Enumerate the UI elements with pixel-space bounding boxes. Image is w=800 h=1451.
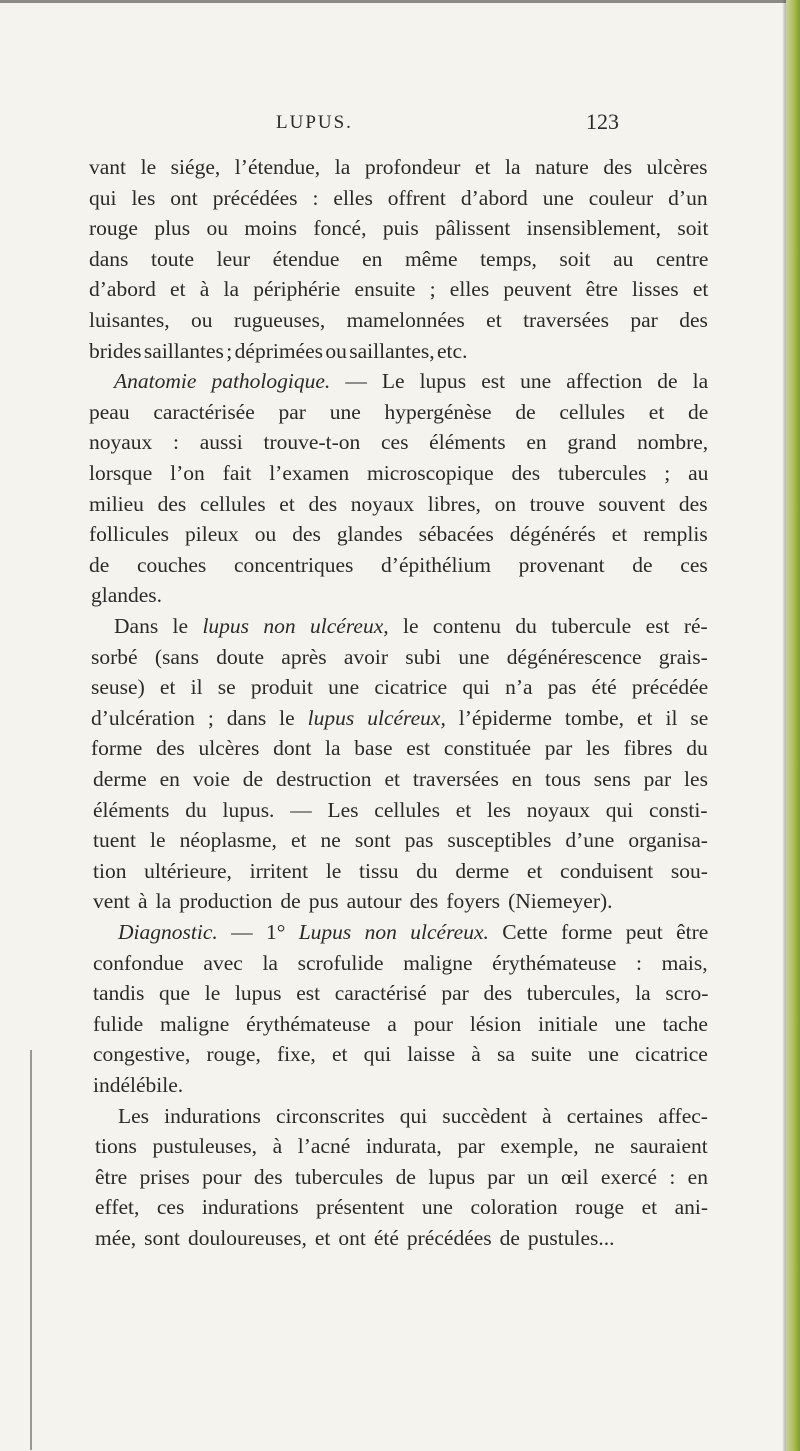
text-segment: dans toute leur étendue en même temps, soit au centre <box>89 246 709 271</box>
text-segment: fulide maligne érythémateuse a pour lésion initiale une tache <box>93 1011 708 1036</box>
text-line <box>93 764 708 794</box>
text-segment: brides saillantes ; déprimées ou saillantes, etc. <box>89 338 468 363</box>
page-header <box>0 109 800 142</box>
page-top-edge <box>0 0 790 3</box>
text-segment: tandis que le lupus est caractérisé par des tubercules, la scro- <box>93 981 709 1006</box>
text-segment: Les indurations circonscrites qui succèdent à certaines affec- <box>118 1103 708 1128</box>
text-segment: Cette forme peut être <box>488 920 709 944</box>
text-segment: éléments du lupus. — Les cellules et les noyaux qui consti- <box>93 797 708 822</box>
text-segment: sorbé (sans doute après avoir subi une dégénérescence grais- <box>91 644 708 669</box>
text-line <box>114 611 708 641</box>
text-line <box>89 489 708 519</box>
text-segment: tions pustuleuses, à l’acné indurata, par exemple, ne sauraient <box>95 1134 708 1159</box>
text-line <box>91 703 708 733</box>
text-line <box>95 1162 708 1192</box>
text-segment: peau caractérisée par une hypergénèse de cellules et de <box>89 399 709 424</box>
text-segment: le contenu du tubercule est ré- <box>388 614 708 638</box>
text-segment: de couches concentriques d’épithélium provenant de ces <box>89 552 708 577</box>
text-line <box>93 948 708 978</box>
text-line <box>95 1131 708 1161</box>
text-segment: effet, ces indurations présentent une coloration rouge et ani- <box>95 1195 709 1220</box>
text-segment: luisantes, ou rugueuses, mamelonnées et traversées par des <box>89 308 708 332</box>
text-line <box>118 1101 708 1131</box>
text-line <box>89 519 708 549</box>
text-line <box>91 580 162 610</box>
text-line <box>93 1009 708 1039</box>
text-segment: follicules pileux ou des glandes sébacées dégénérés et remplis <box>89 522 708 547</box>
text-segment: qui les ont précédées : elles offrent d’abord une couleur d’un <box>89 185 708 210</box>
text-segment: rouge plus ou moins foncé, puis pâlissent insensiblement, soit <box>89 216 709 241</box>
italic-text: Lupus non ulcéreux. <box>298 920 489 944</box>
page-number: 123 <box>586 109 619 134</box>
text-segment: vent à la production de pus autour des foyers (Niemeyer). <box>93 889 613 914</box>
text-line <box>95 1223 615 1253</box>
text-line <box>93 795 708 825</box>
text-segment: — 1° <box>217 920 299 944</box>
text-segment: être prises pour des tubercules de lupus par un œil exercé : en <box>95 1164 708 1189</box>
text-line <box>89 244 708 274</box>
text-segment: d’ulcération ; dans le <box>91 705 308 730</box>
text-segment: indélébile. <box>93 1073 184 1097</box>
text-line <box>89 305 708 335</box>
margin-mark <box>30 1050 32 1450</box>
italic-text: Anatomie pathologique. <box>114 369 331 394</box>
text-segment: confondue avec la scrofulide maligne érythémateuse : mais, <box>93 950 708 975</box>
text-line <box>91 672 708 702</box>
text-segment: mée, sont douloureuses, et ont été précédées de pustules... <box>95 1226 615 1250</box>
book-spine-edge <box>786 0 800 1451</box>
italic-text: Diagnostic. <box>118 920 218 944</box>
text-segment: tion ultérieure, irritent le tissu du derme et conduisent sou- <box>93 858 708 883</box>
text-line <box>89 274 708 304</box>
text-line <box>91 642 708 672</box>
text-line <box>89 458 708 488</box>
text-segment: lorsque l’on fait l’examen microscopique des tubercules ; au <box>89 461 709 485</box>
text-segment: vant le siége, l’étendue, la profondeur et la nature des ulcères <box>89 155 708 179</box>
text-line <box>89 427 708 457</box>
text-line <box>93 886 613 916</box>
text-segment: — Le lupus est une affection de la <box>330 369 709 394</box>
text-line <box>89 397 708 427</box>
text-segment: l’épiderme tombe, et il se <box>445 705 709 730</box>
text-segment: congestive, rouge, fixe, et qui laisse à sa suite une cicatrice <box>93 1042 708 1067</box>
text-line <box>93 978 708 1008</box>
text-line <box>95 1192 708 1222</box>
text-line <box>89 550 708 580</box>
text-line <box>93 1039 708 1069</box>
text-line <box>93 856 708 886</box>
text-line <box>93 825 708 855</box>
text-segment: seuse) et il se produit une cicatrice qui n’a pas été précédée <box>91 675 709 700</box>
text-line <box>89 213 708 243</box>
italic-text: lupus non ulcéreux, <box>202 614 389 638</box>
text-line <box>91 733 708 763</box>
running-title: LUPUS. <box>276 112 353 133</box>
text-segment: glandes. <box>91 583 163 608</box>
text-segment: forme des ulcères dont la base est constituée par les fibres du <box>91 736 708 761</box>
text-line <box>114 366 708 396</box>
text-segment: noyaux : aussi trouve-t-on ces éléments en grand nombre, <box>89 430 709 455</box>
text-segment: tuent le néoplasme, et ne sont pas susceptibles d’une organisa- <box>93 828 708 853</box>
text-segment: d’abord et à la périphérie ensuite ; elles peuvent être lisses et <box>89 277 709 302</box>
text-segment: derme en voie de destruction et traversées en tous sens par les <box>93 767 708 791</box>
text-line <box>89 183 708 213</box>
text-segment: Dans le <box>114 614 203 638</box>
italic-text: lupus ulcéreux, <box>307 705 446 730</box>
text-segment: milieu des cellules et des noyaux libres, on trouve souvent des <box>89 491 708 516</box>
text-line <box>93 1070 183 1100</box>
text-line <box>89 336 467 366</box>
text-line <box>118 917 708 947</box>
text-line <box>89 152 708 182</box>
